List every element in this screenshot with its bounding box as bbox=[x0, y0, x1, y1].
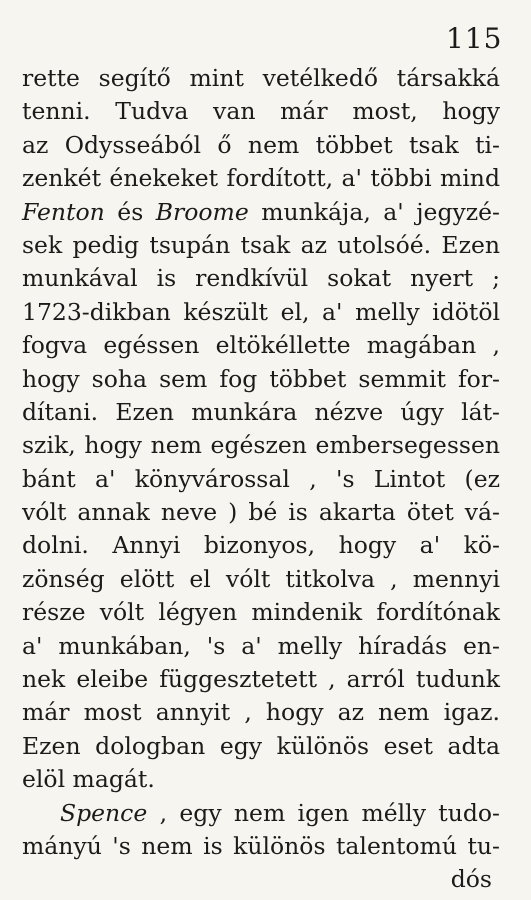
page-number: 115 bbox=[446, 22, 503, 55]
line-text: tenni. Tudva van már most, hogy bbox=[22, 97, 500, 126]
name-spence: Spence bbox=[60, 798, 148, 827]
text-line bbox=[22, 396, 500, 429]
line-text: 1723-dikban készült el, a' melly idötöl bbox=[22, 297, 500, 326]
name-broome: Broome bbox=[155, 197, 249, 226]
line-text: az Odysseából ő nem többet tsak ti- bbox=[22, 130, 500, 159]
line-text: zenkét énekeket fordított, a' többi mind bbox=[22, 164, 500, 193]
line-text: szik, hogy nem egészen embersegessen bbox=[22, 431, 500, 460]
text-line bbox=[22, 429, 500, 462]
text-line bbox=[22, 329, 500, 362]
line-text: vólt annak neve ) bé is akarta ötet vá- bbox=[22, 498, 500, 527]
text-line bbox=[22, 463, 500, 496]
line-text: már most annyit , hogy az nem igaz. bbox=[22, 698, 500, 727]
text-line bbox=[22, 663, 500, 696]
text-line bbox=[22, 129, 500, 162]
line-text: a' munkában, 's a' melly híradás en- bbox=[22, 631, 500, 660]
text-line bbox=[22, 496, 500, 529]
line-text: dítani. Ezen munkára nézve úgy lát- bbox=[22, 397, 500, 426]
text-line bbox=[22, 95, 500, 128]
text-line bbox=[22, 830, 500, 863]
text-line bbox=[22, 363, 500, 396]
catchword-text: dós bbox=[450, 865, 492, 894]
line-text: sek pedig tsupán tsak az utolsóé. Ezen bbox=[22, 230, 500, 259]
catchword bbox=[22, 863, 500, 896]
text-line bbox=[22, 696, 500, 729]
line-text: része vólt légyen mindenik fordítónak bbox=[22, 598, 500, 627]
text-line bbox=[22, 262, 500, 295]
line-text: dolni. Annyi bizonyos, hogy a' kö- bbox=[22, 531, 500, 560]
body-text bbox=[22, 62, 500, 897]
line-text: mányú 's nem is különös talentomú tu- bbox=[22, 831, 500, 860]
line-text: fogva egéssen eltökéllette magában , bbox=[22, 331, 500, 360]
text-line bbox=[22, 162, 500, 195]
line-text: bánt a' könyvárossal , 's Lintot (ez bbox=[22, 464, 500, 493]
text-line bbox=[22, 797, 500, 830]
text-line bbox=[22, 763, 500, 796]
line-text: munkája, a' jegyzé- bbox=[248, 197, 500, 226]
text-line bbox=[22, 630, 500, 663]
name-fenton: Fenton bbox=[22, 197, 105, 226]
text-line bbox=[22, 296, 500, 329]
line-text: hogy soha sem fog többet semmit for- bbox=[22, 364, 500, 393]
line-text: nek eleibe függesztetett , arról tudunk bbox=[22, 665, 500, 694]
line-text: , egy nem igen mélly tudo- bbox=[147, 798, 500, 827]
text-line bbox=[22, 62, 500, 95]
text-line bbox=[22, 529, 500, 562]
line-text: és bbox=[104, 197, 156, 226]
line-text: elöl magát. bbox=[22, 765, 155, 794]
text-line bbox=[22, 563, 500, 596]
text-line bbox=[22, 229, 500, 262]
text-line bbox=[22, 730, 500, 763]
line-text: Ezen dologban egy különös eset adta bbox=[22, 731, 500, 760]
line-text: rette segítő mint vetélkedő társakká bbox=[22, 64, 500, 92]
line-text: munkával is rendkívül sokat nyert ; bbox=[22, 264, 500, 293]
line-text: zönség elött el vólt titkolva , mennyi bbox=[22, 564, 500, 593]
text-line bbox=[22, 596, 500, 629]
text-line bbox=[22, 196, 500, 229]
